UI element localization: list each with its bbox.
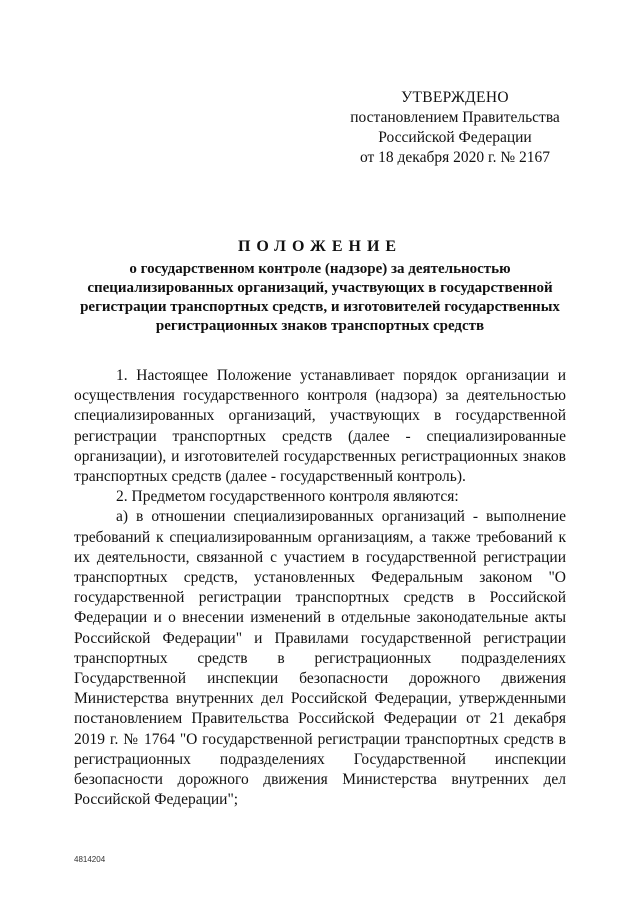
- approval-block: [335, 88, 575, 168]
- paragraph-1: 1. Настоящее Положение устанавливает порядок организации и осуществления государственного контроля (надзора) за деятельностью специализированных организаций, участвующих в государственной регистрации транспортных средств (далее - специализированные организации), и изготовителей государственных регистрационных знаков транспортных средств (далее - государственный контроль).: [74, 367, 566, 486]
- subtitle-line-1: о государственном контроле (надзоре) за деятельностью: [129, 261, 511, 277]
- paragraph-2a: а) в отношении специализированных организаций - выполнение требований к специализированным организациям, а также требований к их деятельности, связанной с участием в государственной регистрации транспортных средств, установленных Федеральным законом "О государственной регистрации транспортных средств в Российской Федерации и о внесении изменений в отдельные законодательные акты Российской Федерации" и Правилами государственной регистрации транспортных средств в регистрационных подразделениях Государственной инспекции безопасности дорожного движения Министерства внутренних дел Российской Федерации, утвержденными постановлением Правительства Российской Федерации от 21 декабря 2019 г. № 1764 "О государственной регистрации транспортных средств в регистрационных подразделениях Государственной инспекции безопасности дорожного движения Министерства внутренних дел Российской Федерации";: [74, 508, 566, 809]
- subtitle-line-2: специализированных организаций, участвующих в государственной: [87, 280, 553, 296]
- subtitle-line-3: регистрации транспортных средств, и изготовителей государственных: [80, 299, 560, 315]
- document-body: [74, 366, 566, 810]
- document-heading: [60, 236, 580, 336]
- approval-line-1: постановлением Правительства: [350, 109, 560, 126]
- approval-line-2: Российской Федерации: [378, 129, 532, 146]
- approval-title: УТВЕРЖДЕНО: [401, 89, 509, 106]
- document-id: 4814204: [74, 855, 106, 864]
- document-title: ПОЛОЖЕНИЕ: [237, 238, 403, 255]
- subtitle-line-4: регистрационных знаков транспортных средств: [155, 318, 485, 334]
- approval-date-line: от 18 декабря 2020 г. № 2167: [359, 149, 551, 166]
- paragraph-2: 2. Предметом государственного контроля являются:: [116, 488, 459, 506]
- document-subtitle: [60, 260, 580, 336]
